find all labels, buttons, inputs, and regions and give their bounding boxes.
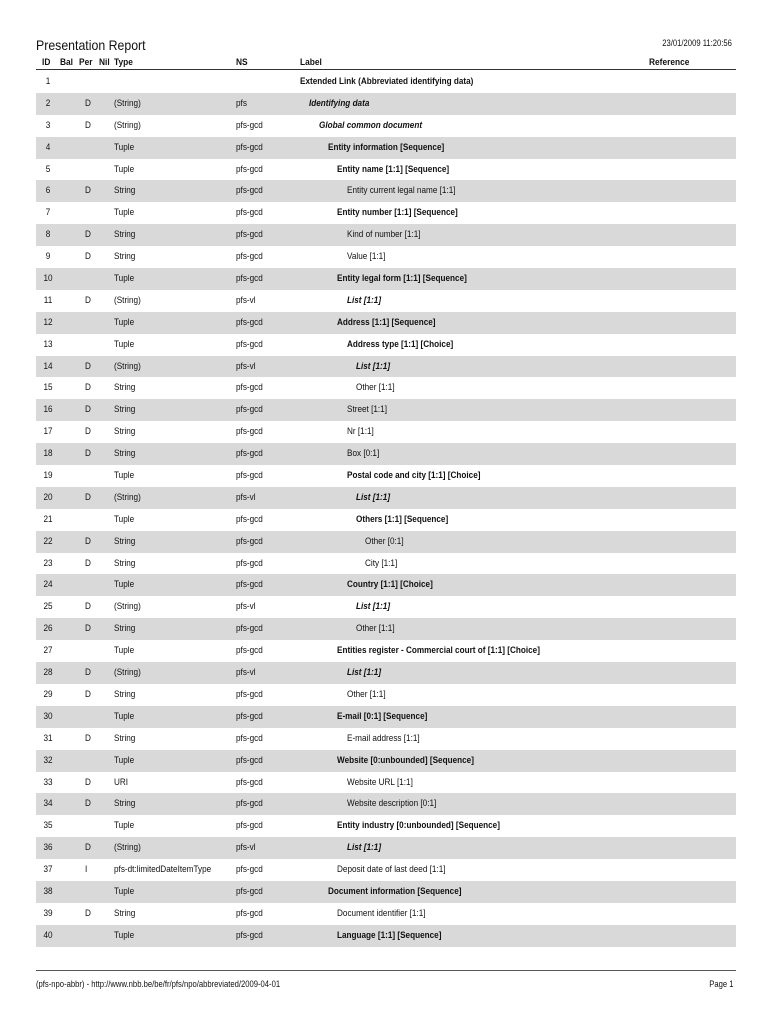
row-bal: D <box>85 360 91 372</box>
row-ns: pfs-gcd <box>236 163 263 175</box>
row-ns: pfs-gcd <box>236 754 263 766</box>
row-bal: D <box>85 185 91 197</box>
row-label: Entity industry [0:unbounded] [Sequence] <box>337 820 501 832</box>
row-label: Language [1:1] [Sequence] <box>337 929 442 941</box>
table-row <box>36 399 736 421</box>
table-row <box>36 815 736 837</box>
row-id: 16 <box>43 404 53 416</box>
table-row <box>36 137 736 159</box>
header-rule <box>36 69 736 70</box>
row-label: Other [0:1] <box>365 535 404 547</box>
row-type: String <box>114 557 136 569</box>
row-type: (String) <box>114 294 141 306</box>
row-bal: D <box>85 535 91 547</box>
table-row <box>36 640 736 662</box>
col-ns: NS <box>236 57 248 68</box>
row-type: (String) <box>114 667 141 679</box>
row-label: Postal code and city [1:1] [Choice] <box>346 470 480 482</box>
row-label: List [1:1] <box>355 601 390 613</box>
table-row <box>36 246 736 268</box>
row-ns: pfs-gcd <box>236 382 263 394</box>
row-label: Entities register - Commercial court of [1:1] [Choice] <box>337 645 541 657</box>
table-row <box>36 750 736 772</box>
table-row <box>36 115 736 137</box>
row-id: 4 <box>45 141 51 153</box>
row-type: Tuple <box>114 163 135 175</box>
table-row <box>36 728 736 750</box>
row-label: Other [1:1] <box>355 382 395 394</box>
row-id: 39 <box>43 907 53 919</box>
row-label: List [1:1] <box>346 842 381 854</box>
row-bal: D <box>85 667 91 679</box>
row-type: String <box>114 623 136 635</box>
row-id: 40 <box>43 929 53 941</box>
row-ns: pfs-vl <box>236 667 256 679</box>
row-id: 24 <box>43 579 53 591</box>
row-id: 15 <box>43 382 53 394</box>
row-label: Website description [0:1] <box>346 798 436 810</box>
row-label: Street [1:1] <box>346 404 387 416</box>
table-row <box>36 159 736 181</box>
row-type: Tuple <box>114 820 135 832</box>
row-type: pfs-dt:limitedDateItemType <box>114 864 212 876</box>
row-label: List [1:1] <box>346 667 381 679</box>
row-ns: pfs-gcd <box>236 316 263 328</box>
row-type: (String) <box>114 360 141 372</box>
row-ns: pfs-gcd <box>236 119 263 131</box>
footer-source: (pfs-npo-abbr) - http://www.nbb.be/be/fr/pfs/npo/abbreviated/2009-04-01 <box>36 979 281 989</box>
row-id: 10 <box>43 273 53 285</box>
table-row <box>36 903 736 925</box>
table-row <box>36 93 736 115</box>
table-row <box>36 553 736 575</box>
row-id: 9 <box>45 251 51 263</box>
row-id: 37 <box>43 864 53 876</box>
row-ns: pfs-gcd <box>236 623 263 635</box>
row-id: 14 <box>43 360 53 372</box>
row-ns: pfs-gcd <box>236 535 263 547</box>
row-bal: D <box>85 623 91 635</box>
row-type: Tuple <box>114 141 135 153</box>
row-type: Tuple <box>114 754 135 766</box>
row-ns: pfs-gcd <box>236 645 263 657</box>
row-id: 7 <box>45 207 51 219</box>
row-type: Tuple <box>114 316 135 328</box>
row-label: Country [1:1] [Choice] <box>346 579 433 591</box>
table-row <box>36 290 736 312</box>
row-ns: pfs-gcd <box>236 907 263 919</box>
row-ns: pfs-gcd <box>236 929 263 941</box>
row-id: 35 <box>43 820 53 832</box>
row-type: String <box>114 382 136 394</box>
row-ns: pfs-gcd <box>236 820 263 832</box>
col-per: Per <box>79 57 93 68</box>
row-label: Others [1:1] [Sequence] <box>355 513 448 525</box>
row-bal: I <box>85 864 88 876</box>
row-label: Entity legal form [1:1] [Sequence] <box>337 273 468 285</box>
row-ns: pfs-gcd <box>236 426 263 438</box>
row-label: Deposit date of last deed [1:1] <box>337 864 446 876</box>
table-row <box>36 859 736 881</box>
table-row <box>36 531 736 553</box>
table-header <box>36 56 736 69</box>
row-id: 32 <box>43 754 53 766</box>
row-type: Tuple <box>114 645 135 657</box>
row-label: Address [1:1] [Sequence] <box>337 316 436 328</box>
row-label: List [1:1] <box>355 491 390 503</box>
row-label: List [1:1] <box>346 294 381 306</box>
row-label: Document identifier [1:1] <box>337 907 426 919</box>
row-label: Other [1:1] <box>346 688 386 700</box>
table-row <box>36 224 736 246</box>
row-ns: pfs-vl <box>236 294 256 306</box>
table-row <box>36 925 736 947</box>
row-label: Website URL [1:1] <box>346 776 413 788</box>
row-id: 5 <box>45 163 51 175</box>
table-row <box>36 443 736 465</box>
row-type: Tuple <box>114 470 135 482</box>
row-label: Entity information [Sequence] <box>327 141 445 153</box>
col-label: Label <box>300 57 322 68</box>
row-label: Value [1:1] <box>346 251 385 263</box>
row-bal: D <box>85 426 91 438</box>
row-label: Entity name [1:1] [Sequence] <box>337 163 450 175</box>
row-type: String <box>114 535 136 547</box>
row-type: (String) <box>114 119 141 131</box>
row-label: Kind of number [1:1] <box>346 229 421 241</box>
row-ns: pfs-gcd <box>236 273 263 285</box>
row-ns: pfs <box>236 97 247 109</box>
report-title: Presentation Report <box>36 37 146 53</box>
row-type: String <box>114 798 136 810</box>
row-label: Other [1:1] <box>355 623 395 635</box>
report-timestamp: 23/01/2009 11:20:56 <box>662 38 732 48</box>
row-bal: D <box>85 294 91 306</box>
table-row <box>36 618 736 640</box>
table-row <box>36 574 736 596</box>
row-id: 1 <box>45 76 51 87</box>
row-id: 30 <box>43 710 53 722</box>
row-ns: pfs-gcd <box>236 710 263 722</box>
row-type: String <box>114 426 136 438</box>
row-bal: D <box>85 97 91 109</box>
row-bal: D <box>85 229 91 241</box>
row-id: 26 <box>43 623 53 635</box>
row-id: 31 <box>43 732 53 744</box>
row-bal: D <box>85 732 91 744</box>
row-bal: D <box>85 557 91 569</box>
row-ns: pfs-gcd <box>236 470 263 482</box>
row-bal: D <box>85 776 91 788</box>
row-type: String <box>114 907 136 919</box>
row-ns: pfs-gcd <box>236 557 263 569</box>
row-bal: D <box>85 601 91 613</box>
row-type: Tuple <box>114 513 135 525</box>
row-label: Box [0:1] <box>346 448 379 460</box>
report-table <box>36 71 736 947</box>
row-ns: pfs-gcd <box>236 207 263 219</box>
row-type: Tuple <box>114 710 135 722</box>
row-type: Tuple <box>114 338 135 350</box>
row-label: List [1:1] <box>355 360 390 372</box>
table-row <box>36 596 736 618</box>
row-bal: D <box>85 907 91 919</box>
row-type: Tuple <box>114 579 135 591</box>
row-type: (String) <box>114 601 141 613</box>
col-id: ID <box>42 57 51 68</box>
table-row <box>36 662 736 684</box>
table-row <box>36 881 736 903</box>
row-id: 6 <box>45 185 51 197</box>
row-type: (String) <box>114 97 141 109</box>
row-ns: pfs-gcd <box>236 688 263 700</box>
row-bal: D <box>85 382 91 394</box>
row-bal: D <box>85 251 91 263</box>
row-ns: pfs-gcd <box>236 251 263 263</box>
col-bal: Bal <box>60 57 74 68</box>
row-id: 13 <box>43 338 53 350</box>
row-ns: pfs-vl <box>236 360 256 372</box>
row-id: 29 <box>43 688 53 700</box>
table-row <box>36 837 736 859</box>
table-row <box>36 334 736 356</box>
table-row <box>36 356 736 378</box>
col-nil: Nil <box>99 57 110 68</box>
row-type: Tuple <box>114 207 135 219</box>
row-id: 2 <box>45 97 51 109</box>
row-id: 18 <box>43 448 53 460</box>
row-ns: pfs-gcd <box>236 732 263 744</box>
row-ns: pfs-gcd <box>236 776 263 788</box>
row-id: 36 <box>43 842 53 854</box>
row-label: Website [0:unbounded] [Sequence] <box>337 754 475 766</box>
row-label: Entity number [1:1] [Sequence] <box>337 207 458 219</box>
table-row <box>36 202 736 224</box>
row-type: Tuple <box>114 929 135 941</box>
row-ns: pfs-gcd <box>236 141 263 153</box>
row-label: E-mail [0:1] [Sequence] <box>337 710 428 722</box>
footer-rule <box>36 970 736 971</box>
row-id: 34 <box>43 798 53 810</box>
row-label: Identifying data <box>309 97 370 109</box>
row-type: String <box>114 251 136 263</box>
row-type: String <box>114 404 136 416</box>
row-label: Entity current legal name [1:1] <box>346 185 456 197</box>
row-bal: D <box>85 119 91 131</box>
row-type: URI <box>114 776 129 788</box>
table-row <box>36 71 736 93</box>
row-id: 3 <box>45 119 51 131</box>
row-id: 12 <box>43 316 53 328</box>
row-ns: pfs-vl <box>236 601 256 613</box>
col-reference: Reference <box>649 57 690 68</box>
row-label: City [1:1] <box>365 557 398 569</box>
table-row <box>36 312 736 334</box>
row-type: String <box>114 448 136 460</box>
row-ns: pfs-gcd <box>236 885 263 897</box>
row-id: 20 <box>43 491 53 503</box>
row-ns: pfs-vl <box>236 491 256 503</box>
row-type: (String) <box>114 491 141 503</box>
row-bal: D <box>85 448 91 460</box>
row-ns: pfs-gcd <box>236 404 263 416</box>
row-label: E-mail address [1:1] <box>346 732 420 744</box>
row-id: 21 <box>43 513 53 525</box>
row-ns: pfs-vl <box>236 842 256 854</box>
row-type: (String) <box>114 842 141 854</box>
row-type: String <box>114 185 136 197</box>
row-ns: pfs-gcd <box>236 338 263 350</box>
row-ns: pfs-gcd <box>236 798 263 810</box>
row-id: 8 <box>45 229 51 241</box>
table-row <box>36 180 736 202</box>
row-label: Nr [1:1] <box>346 426 374 438</box>
table-row <box>36 706 736 728</box>
row-bal: D <box>85 404 91 416</box>
row-ns: pfs-gcd <box>236 579 263 591</box>
table-row <box>36 509 736 531</box>
row-label: Document information [Sequence] <box>327 885 462 897</box>
row-ns: pfs-gcd <box>236 864 263 876</box>
table-row <box>36 268 736 290</box>
row-label: Global common document <box>318 119 422 131</box>
row-ns: pfs-gcd <box>236 185 263 197</box>
row-id: 17 <box>43 426 53 438</box>
row-type: String <box>114 688 136 700</box>
row-ns: pfs-gcd <box>236 448 263 460</box>
row-ns: pfs-gcd <box>236 513 263 525</box>
table-row <box>36 772 736 794</box>
table-row <box>36 793 736 815</box>
row-id: 27 <box>43 645 53 657</box>
row-bal: D <box>85 798 91 810</box>
row-type: Tuple <box>114 885 135 897</box>
row-id: 25 <box>43 601 53 613</box>
row-type: Tuple <box>114 273 135 285</box>
row-ns: pfs-gcd <box>236 229 263 241</box>
table-row <box>36 465 736 487</box>
page-number: Page 1 <box>709 979 734 989</box>
row-id: 38 <box>43 885 53 897</box>
row-bal: D <box>85 842 91 854</box>
row-id: 22 <box>43 535 53 547</box>
row-type: String <box>114 229 136 241</box>
row-label: Address type [1:1] [Choice] <box>346 338 453 350</box>
row-bal: D <box>85 491 91 503</box>
row-bal: D <box>85 688 91 700</box>
col-type: Type <box>114 57 133 68</box>
table-row <box>36 421 736 443</box>
row-type: String <box>114 732 136 744</box>
row-id: 11 <box>43 294 53 306</box>
table-row <box>36 684 736 706</box>
row-id: 23 <box>43 557 53 569</box>
table-row <box>36 487 736 509</box>
row-id: 33 <box>43 776 53 788</box>
row-label: Extended Link (Abbreviated identifying data) <box>300 76 474 87</box>
table-row <box>36 377 736 399</box>
row-id: 28 <box>43 667 53 679</box>
row-id: 19 <box>43 470 53 482</box>
